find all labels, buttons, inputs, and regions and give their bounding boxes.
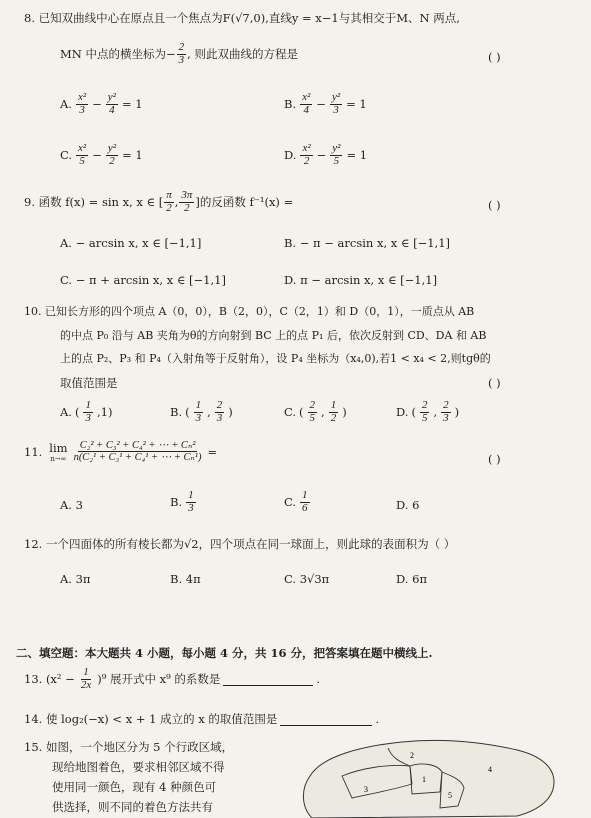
q12-option-b: B. 4π	[170, 572, 201, 586]
q11-expression: 11. lim n→∞ $\frac{\text{C₂² + C₃² + C₄² + ⋯ + Cₙ²}}{\text{n(C₂¹ + C₃¹ + C₄¹ + ⋯ + Cₙ¹)}}$ =	[24, 440, 218, 464]
map-label: 1	[422, 775, 426, 784]
q8-option-c: C. $\frac{\text{x²}}{5}$ − $\frac{\text{y²}}{2}$ = 1	[60, 142, 143, 167]
q13-answer-blank[interactable]	[223, 673, 313, 686]
map-label: 5	[448, 791, 452, 800]
q9-answer-paren: ( )	[488, 198, 501, 212]
q10-line2: 的中点 P₀ 沿与 AB 夹角为θ的方向射到 BC 上的点 P₁ 后，依次反射到 CD、DA 和 AB	[60, 329, 487, 342]
q11-option-d: D. 6	[396, 498, 420, 512]
section2-heading: 二、填空题：本大题共 4 小题，每小题 4 分，共 16 分，把答案填在题中横线上.	[16, 646, 433, 660]
q8-option-d: D. $\frac{\text{x²}}{2}$ − $\frac{\text{y²}}{5}$ = 1	[284, 142, 368, 167]
q8-line2: MN 中点的横坐标为 − $\frac{2}{3}$ , 则此双曲线的方程是	[60, 41, 298, 66]
q10-option-b: B. ( $\frac{1}{3}$ , $\frac{2}{3}$ )	[170, 399, 233, 424]
region-map-figure	[292, 728, 562, 818]
map-label: 2	[410, 751, 414, 760]
q8-midpoint-fraction: $\frac{2}{3}$	[178, 41, 185, 66]
q9-line: 9. 函数 f(x) = sin x, x ∈ [ $\frac{\pi}{2}$ , $\frac{3\pi}{2}$ ]的反函数 f⁻¹(x) =	[24, 189, 294, 214]
q14-answer-blank[interactable]	[280, 713, 372, 726]
q9-option-c: C. − π + arcsin x, x ∈ [−1,1]	[60, 273, 226, 287]
q11-answer-paren: ( )	[488, 452, 501, 466]
q9-option-a: A. − arcsin x, x ∈ [−1,1]	[60, 236, 202, 250]
q11-option-c: C. $\frac{1}{6}$	[284, 489, 308, 514]
q12-option-a: A. 3π	[60, 572, 91, 586]
q15-line3: 使用同一颜色，现有 4 种颜色可	[52, 780, 217, 794]
q14-line: 14. 使 log₂(−x) < x + 1 成立的 x 的取值范围是 .	[24, 712, 380, 726]
q12-option-c: C. 3√3π	[284, 572, 330, 586]
q9-option-d: D. π − arcsin x, x ∈ [−1,1]	[284, 273, 438, 287]
q10-line1: 10. 已知长方形的四个项点 A（0，0），B（2，0），C（2，1）和 D（0，1），一质点从 AB	[24, 305, 475, 318]
q8-answer-paren: ( )	[488, 50, 501, 64]
q8-option-a: A. $\frac{\text{x²}}{3}$ − $\frac{\text{y²}}{4}$ = 1	[60, 91, 143, 116]
q10-option-c: C. ( $\frac{2}{5}$ , $\frac{1}{2}$ )	[284, 399, 347, 424]
q8-line1: 8. 已知双曲线中心在原点且一个焦点为F(√7,0),直线y = x−1与其相交于M、N 两点,	[24, 11, 460, 25]
q9-option-b: B. − π − arcsin x, x ∈ [−1,1]	[284, 236, 450, 250]
q11-option-a: A. 3	[60, 498, 83, 512]
q8-option-b: B. $\frac{\text{x²}}{4}$ − $\frac{\text{y²}}{3}$ = 1	[284, 91, 367, 116]
q12-line: 12. 一个四面体的所有棱长都为√2，四个项点在同一球面上，则此球的表面积为（ ）	[24, 537, 456, 551]
q12-option-d: D. 6π	[396, 572, 427, 586]
q11-option-b: B. $\frac{1}{3}$	[170, 489, 194, 514]
q10-line4: 取值范围是	[60, 376, 118, 390]
q13-line: 13. (x² − $\frac{1}{2x}$ )⁹ 展开式中 x⁹ 的系数是 .	[24, 666, 321, 691]
map-label: 4	[488, 765, 492, 774]
q10-option-d: D. ( $\frac{2}{5}$ , $\frac{2}{3}$ )	[396, 399, 460, 424]
map-outline	[303, 740, 554, 818]
q15-line4: 供选择，则不同的着色方法共有	[52, 800, 213, 814]
q10-answer-paren: ( )	[488, 376, 501, 390]
q15-line1: 15. 如图，一个地区分为 5 个行政区域，	[24, 740, 234, 754]
q15-line2: 现给地图着色，要求相邻区域不得	[52, 760, 225, 774]
q10-line3: 上的点 P₂、P₃ 和 P₄（入射角等于反射角），设 P₄ 坐标为（x₄,0),若1 < x₄ < 2,则tgθ的	[60, 352, 491, 365]
map-label: 3	[364, 785, 368, 794]
q10-option-a: A. ( $\frac{1}{3}$ ,1)	[60, 399, 113, 424]
